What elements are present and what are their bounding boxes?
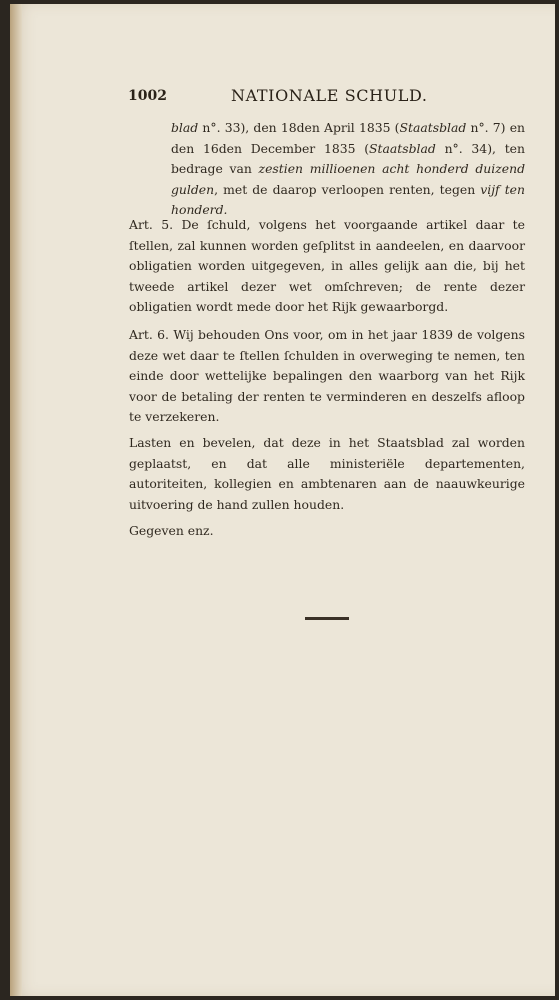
given-text: Gegeven enz. xyxy=(129,523,214,538)
italic-text: zestien millioenen acht honderd duizend gulden xyxy=(171,161,525,197)
body-text: n°. 7) en den 16den December 1835 ( xyxy=(171,120,526,156)
italic-text: Staatsblad xyxy=(399,120,467,135)
italic-text: Staatsblad xyxy=(369,140,436,156)
body-text: n°. 33), den 18den April 1835 ( xyxy=(198,120,400,135)
article-label: Art. 5. xyxy=(129,217,174,232)
italic-text: blad xyxy=(171,120,199,135)
end-rule-divider xyxy=(305,617,349,620)
closing-paragraph xyxy=(129,433,525,515)
page-number: 1002 xyxy=(128,88,167,104)
signature-line xyxy=(129,521,525,542)
paragraph-continuation xyxy=(129,118,525,221)
body-text: n°. 34), ten bedrage van xyxy=(171,140,525,176)
body-text: , met de daarop verloopen renten, tegen xyxy=(214,181,481,197)
article-text: De ſchuld, volgens het voorgaande artikel daar te ſtellen, zal kunnen worden geſplitst in aandeelen, en daarvoor obligatien worden uitgegeven, in alles gelijk aan die, bij het tweede artikel dezer wet omſchreven; de rente dezer obligatien wordt mede door het Rijk gewaarborgd. xyxy=(129,217,525,314)
article-5-paragraph xyxy=(129,215,525,318)
italic-text: vijf ten honderd. xyxy=(171,181,525,217)
article-text: Wij behouden Ons voor, om in het jaar 1839 de volgens deze wet daar te ſtellen ſchulden in overweging te nemen, ten einde door wettelijke bepalingen den waarborg van het Rijk voor de betaling der renten te verminderen en deszelfs afloop te verzekeren. xyxy=(129,327,525,424)
article-6-paragraph xyxy=(129,325,525,428)
article-label: Art. 6. xyxy=(129,327,169,342)
running-title: NATIONALE SCHULD. xyxy=(231,86,428,105)
closing-text: Lasten en bevelen, dat deze in het Staatsblad zal worden geplaatst, en dat alle ministeriële departementen, autoriteiten, kollegien en ambtenaren aan de naauwkeurige uitvoering de hand zullen houden. xyxy=(129,435,525,512)
page-gutter xyxy=(10,4,22,996)
